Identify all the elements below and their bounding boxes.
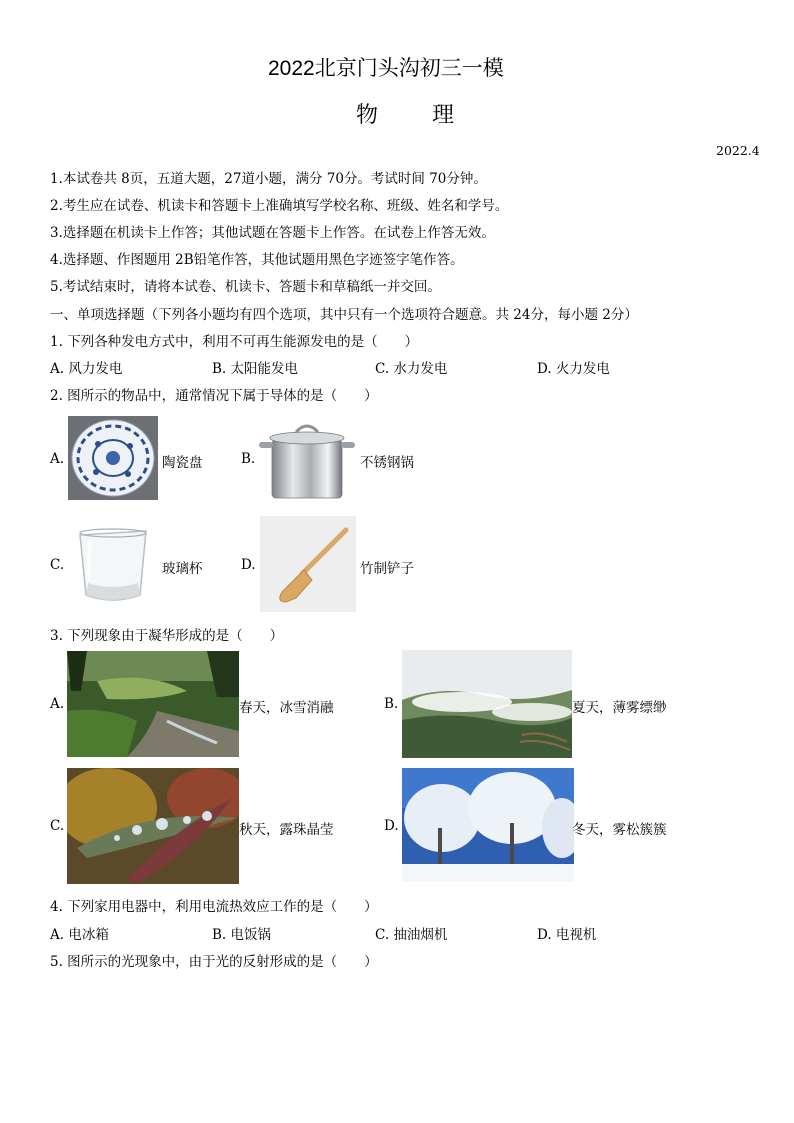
q4-option-a: A. 电冰箱 (50, 927, 109, 943)
summer-mist-image (402, 650, 572, 758)
q3-label-a: 春天，冰雪消融 (239, 700, 334, 716)
q5-stem: 5. 图所示的光现象中，由于光的反射形成的是（ ） (50, 954, 378, 970)
q2-letter-c: C. (50, 557, 65, 573)
exam-title: 2022北京门头沟初三一模 (268, 57, 504, 80)
q2-letter-d: D. (241, 557, 256, 573)
q4-option-d: D. 电视机 (537, 927, 597, 943)
instruction-3: 3.选择题在机读卡上作答；其他试题在答题卡上作答。在试卷上作答无效。 (50, 225, 495, 241)
q2-label-d: 竹制铲子 (360, 561, 414, 577)
exam-date: 2022.4 (716, 143, 760, 158)
q4-option-c: C. 抽油烟机 (375, 927, 448, 943)
subject-char-1: 物 (356, 103, 381, 128)
q3-label-c: 秋天，露珠晶莹 (239, 822, 334, 838)
q2-letter-a: A. (50, 451, 65, 467)
q2-stem: 2. 图所示的物品中，通常情况下属于导体的是（ ） (50, 388, 378, 404)
instruction-4: 4.选择题、作图题用 2B铅笔作答，其他试题用黑色字迹签字笔作答。 (50, 252, 464, 268)
glass-cup-image (68, 521, 158, 611)
bamboo-spatula-image (260, 516, 356, 612)
spring-stream-image (67, 651, 239, 757)
q3-letter-d: D. (384, 818, 399, 834)
q3-label-d: 冬天，雾松簇簇 (572, 822, 667, 838)
instruction-1: 1.本试卷共 8页，五道大题，27道小题，满分 70分。考试时间 70分钟。 (50, 171, 487, 187)
q2-label-b: 不锈钢锅 (360, 455, 414, 471)
section-heading: 一、单项选择题（下列各小题均有四个选项，其中只有一个选项符合题意。共 24分，每小题 2分） (50, 307, 638, 323)
subject-char-2: 理 (432, 103, 457, 128)
q4-stem: 4. 下列家用电器中，利用电流热效应工作的是（ ） (50, 899, 378, 915)
q2-letter-b: B. (241, 451, 256, 467)
q1-option-c: C. 水力发电 (375, 361, 448, 377)
q1-option-d: D. 火力发电 (537, 361, 610, 377)
steel-pot-image (258, 418, 356, 502)
q3-letter-a: A. (50, 696, 65, 712)
q1-stem: 1. 下列各种发电方式中，利用不可再生能源发电的是（ ） (50, 334, 419, 350)
porcelain-plate-image (68, 416, 158, 500)
q2-label-a: 陶瓷盘 (162, 455, 203, 471)
q3-stem: 3. 下列现象由于凝华形成的是（ ） (50, 628, 284, 644)
instruction-2: 2.考生应在试卷、机读卡和答题卡上准确填写学校名称、班级、姓名和学号。 (50, 198, 509, 214)
winter-rime-image (402, 768, 574, 882)
q3-letter-c: C. (50, 818, 65, 834)
q1-option-a: A. 风力发电 (50, 361, 123, 377)
subject-title (356, 98, 456, 129)
autumn-dew-image (67, 768, 239, 884)
q4-option-b: B. 电饭锅 (212, 927, 272, 943)
q2-label-c: 玻璃杯 (162, 561, 203, 577)
q3-label-b: 夏天，薄雾缥缈 (572, 700, 667, 716)
q3-letter-b: B. (384, 696, 399, 712)
q1-option-b: B. 太阳能发电 (212, 361, 299, 377)
instruction-5: 5.考试结束时，请将本试卷、机读卡、答题卡和草稿纸一并交回。 (50, 279, 441, 295)
